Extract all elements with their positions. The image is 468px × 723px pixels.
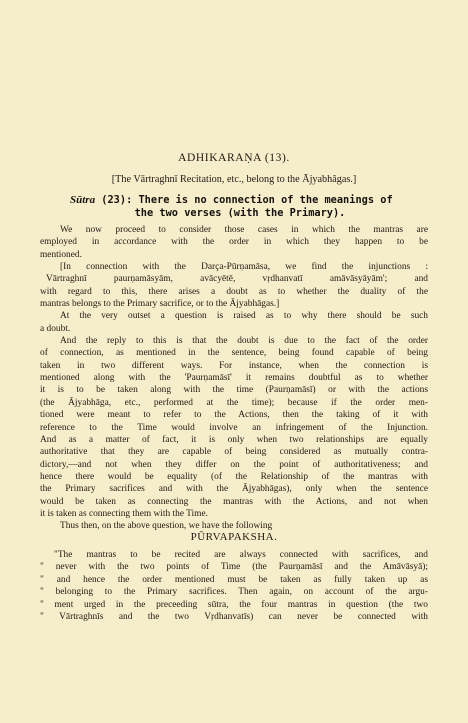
text-line: the Primary sacrifices and with the Ājyabhāgas), only when the sentence: [40, 484, 428, 495]
text-line: [In connection with the Darça-Pūrṇamāsa, we find the injunctions :: [60, 262, 428, 273]
section-heading: ADHIKARAṆA (13).: [178, 152, 290, 164]
text-line: We now proceed to consider those cases in which the mantras are: [60, 225, 428, 235]
quote-line: " never with the two points of Time (the Paurṇamāsī and the Amāvāsyā);: [40, 562, 428, 573]
text-line: And as a matter of fact, it is only when two relationships are equally: [40, 434, 428, 445]
text-line: taken in two different ways. For instance, when the connection is: [40, 360, 428, 371]
purvapaksha-text: [40, 549, 428, 623]
text-line: would be taken as connecting the mantras with the Actions, and not when: [40, 496, 428, 507]
quote-line: " ment urged in the preceeding sūtra, the four mantras in question (the two: [40, 599, 428, 610]
text-line: it is to be taken along with the time (Paurṇamāsī) or with the actions: [40, 385, 428, 396]
text-line: dictory,—and not when they differ on the point of authoritativeness; and: [40, 459, 428, 470]
text-line: mentioned along with the 'Paurṇamāsī' it remains doubtful as to whether: [40, 373, 428, 384]
text-line: Vārtraghnī paurṇamāsyām, avācyētē, vṛdhanvatī amāvāsyāyām'; and: [46, 274, 428, 285]
text-line: employed in accordance with the order in which they happen to be: [40, 237, 428, 248]
sutra-statement: [70, 194, 410, 220]
sutra-label: Sūtra: [70, 194, 96, 206]
quote-line: " belonging to the Primary sacrifices. Then again, on account of the argu-: [40, 587, 428, 598]
sutra-line-2: the two verses (with the Primary).: [134, 207, 346, 219]
text-line: Thus then, on the above question, we have the following: [60, 521, 273, 532]
text-line: At the very outset a question is raised as to why there should be such: [60, 311, 428, 322]
text-line: it is taken as connecting them with the Time.: [40, 508, 208, 519]
sutra-line-1: There is no connection of the meanings of: [138, 194, 393, 206]
text-line: tioned were meant to refer to the Actions, then the taking of it with: [40, 410, 428, 421]
sutra-number: (23):: [101, 194, 133, 206]
text-line: authoritative that they are capable of being considered as mutually contra-: [40, 447, 428, 458]
text-line: with regard to this, there arises a doubt as to whether the duality of the: [40, 286, 428, 297]
text-line: And the reply to this is that the doubt is due to the fact of the order: [60, 336, 428, 347]
text-line: a doubt.: [40, 323, 71, 334]
commentary-text: [40, 224, 428, 533]
quote-line: " Vārtraghnīs and the two Vṛdhanvatīs) can never be connected with: [40, 612, 428, 623]
text-line: mantras belongs to the Primary sacrifice, or to the Ājyabhāgas.]: [40, 299, 280, 310]
text-line: of connection, as mentioned in the sentence, being found capable of being: [40, 348, 428, 359]
text-line: hence there would be equality (of the Relationship of the mantras with: [40, 471, 428, 482]
text-line: (the Ājyabhāga, etc., performed at the time); because if the order men-: [40, 397, 428, 408]
text-line: reference to the Time would involve an infringement of the Injunction.: [40, 422, 428, 433]
quote-line: "The mantras to be recited are always connected with sacrifices, and: [54, 550, 428, 560]
section-subheading: [The Vārtraghnī Recitation, etc., belong to the Ājyabhāgas.]: [111, 174, 357, 185]
text-line: mentioned.: [40, 249, 82, 260]
quote-line: " and hence the order mentioned must be taken as fully taken up as: [40, 574, 428, 585]
purvapaksha-heading: PŪRVAPAKSHA.: [190, 531, 278, 543]
